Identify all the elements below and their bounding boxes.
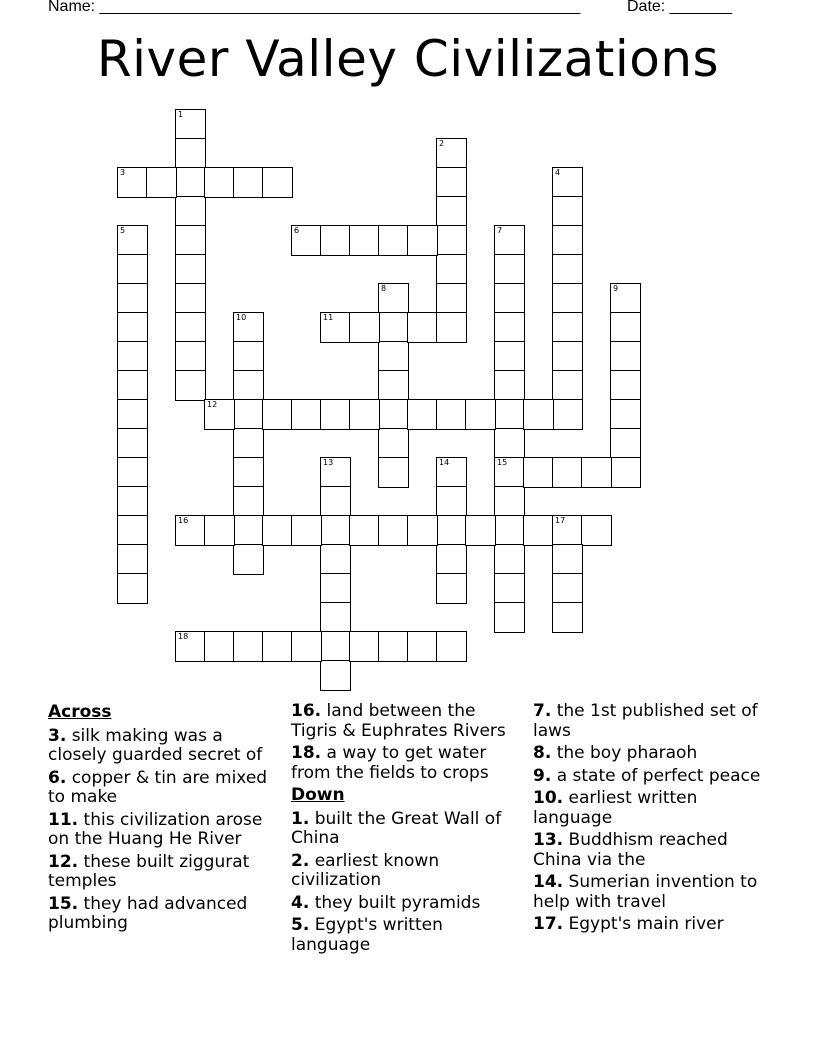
grid-cell[interactable] [117, 254, 148, 285]
grid-cell[interactable] [233, 631, 264, 662]
grid-cell[interactable] [552, 515, 583, 546]
grid-cell[interactable] [291, 515, 322, 546]
grid-cell[interactable] [494, 254, 525, 285]
grid-cell[interactable] [175, 283, 206, 314]
grid-cell[interactable] [523, 457, 554, 488]
clue-number: 16 [178, 516, 189, 525]
clue-item-text: a state of perfect peace [551, 765, 761, 786]
clue-item-text: the boy pharaoh [551, 743, 698, 763]
clue-item-text: silk making was a closely guarded secret of [48, 725, 263, 765]
clue-item-number: 12. [48, 851, 79, 872]
grid-cell[interactable] [175, 167, 206, 198]
grid-cell[interactable] [320, 602, 351, 633]
clue-item-number: 3. [48, 725, 67, 746]
grid-cell[interactable] [175, 341, 206, 372]
grid-cell[interactable] [552, 341, 583, 372]
grid-cell[interactable] [378, 225, 409, 256]
grid-cell[interactable] [494, 341, 525, 372]
grid-cell[interactable] [610, 341, 641, 372]
clue-item-text: this civilization arose on the Huang He River [48, 809, 263, 849]
grid-cell[interactable] [262, 631, 293, 662]
clue-item [533, 873, 768, 912]
grid-cell[interactable] [610, 283, 641, 314]
grid-cell[interactable] [494, 602, 525, 633]
clue-item-number: 6. [48, 767, 67, 788]
grid-cell[interactable] [552, 254, 583, 285]
clue-number: 12 [207, 400, 218, 409]
grid-cell[interactable] [436, 283, 467, 314]
grid-cell[interactable] [523, 515, 554, 546]
clue-item-number: 17. [533, 914, 564, 934]
grid-cell[interactable] [320, 631, 351, 662]
date-field-label: Date: _______ [627, 0, 732, 15]
grid-cell[interactable] [494, 457, 525, 488]
grid-cell[interactable] [175, 254, 206, 285]
grid-cell[interactable] [552, 370, 583, 401]
grid-cell[interactable] [465, 399, 496, 430]
grid-cell[interactable] [552, 196, 583, 227]
grid-cell[interactable] [117, 283, 148, 314]
clue-item-number: 1. [291, 808, 310, 829]
down-clue-list [291, 810, 526, 956]
grid-cell[interactable] [204, 167, 235, 198]
clue-item [48, 769, 283, 808]
grid-cell[interactable] [523, 399, 554, 430]
grid-cell[interactable] [552, 312, 583, 343]
clue-item-text: the 1st published set of laws [533, 701, 758, 741]
grid-cell[interactable] [349, 515, 380, 546]
clue-number: 18 [178, 632, 189, 641]
clue-number: 3 [120, 168, 126, 177]
grid-cell[interactable] [320, 573, 351, 604]
grid-cell[interactable] [175, 225, 206, 256]
grid-cell[interactable] [436, 254, 467, 285]
grid-cell[interactable] [117, 428, 148, 459]
clue-item-number: 16. [291, 701, 322, 721]
grid-cell[interactable] [233, 457, 264, 488]
grid-cell[interactable] [378, 399, 409, 430]
grid-cell[interactable] [233, 341, 264, 372]
clue-item-number: 15. [48, 893, 79, 914]
clue-item-text: they had advanced plumbing [48, 893, 248, 933]
clue-item [533, 915, 768, 935]
grid-cell[interactable] [407, 515, 438, 546]
clue-item-text: they built pyramids [309, 892, 481, 913]
grid-cell[interactable] [117, 457, 148, 488]
clue-item-text: earliest known civilization [291, 850, 440, 890]
clue-column-2 [291, 702, 526, 958]
grid-cell[interactable] [117, 486, 148, 517]
clue-number: 13 [323, 458, 334, 467]
clue-number: 15 [497, 458, 508, 467]
grid-cell[interactable] [320, 399, 351, 430]
clue-item [533, 767, 768, 787]
clue-number: 2 [439, 139, 445, 148]
grid-cell[interactable] [175, 196, 206, 227]
clue-item-text: a way to get water from the fields to crops [291, 743, 489, 783]
clue-item-number: 10. [533, 788, 564, 808]
clue-number: 14 [439, 458, 450, 467]
grid-cell[interactable] [233, 544, 264, 575]
grid-cell[interactable] [610, 312, 641, 343]
grid-cell[interactable] [436, 457, 467, 488]
clue-column-1 [48, 702, 283, 937]
grid-cell[interactable] [320, 660, 351, 691]
grid-cell[interactable] [436, 312, 467, 343]
clue-column-3 [533, 702, 768, 938]
grid-cell[interactable] [204, 515, 235, 546]
clue-item-text: Egypt's written language [291, 915, 443, 955]
grid-cell[interactable] [378, 428, 409, 459]
clue-item [291, 702, 526, 741]
grid-cell[interactable] [117, 399, 148, 430]
grid-cell[interactable] [378, 631, 409, 662]
grid-cell[interactable] [146, 167, 177, 198]
grid-cell[interactable] [117, 312, 148, 343]
clue-item-number: 5. [291, 915, 310, 935]
clue-number: 11 [323, 313, 334, 322]
grid-cell[interactable] [378, 341, 409, 372]
grid-cell[interactable] [552, 602, 583, 633]
clue-item-text: Sumerian invention to help with travel [533, 872, 758, 912]
clue-item [48, 811, 283, 850]
clue-number: 7 [497, 226, 503, 235]
clue-item-number: 7. [533, 701, 552, 721]
clue-item-number: 9. [533, 765, 552, 786]
clue-item-number: 4. [291, 892, 310, 913]
grid-cell[interactable] [349, 631, 380, 662]
grid-cell[interactable] [233, 167, 264, 198]
clue-item-number: 13. [533, 830, 564, 850]
grid-cell[interactable] [436, 486, 467, 517]
clue-number: 17 [555, 516, 566, 525]
clue-item-number: 14. [533, 872, 564, 892]
clue-item [48, 853, 283, 892]
grid-cell[interactable] [436, 167, 467, 198]
grid-cell[interactable] [494, 225, 525, 256]
grid-cell[interactable] [407, 399, 438, 430]
grid-cell[interactable] [117, 573, 148, 604]
clue-item-text: copper & tin are mixed to make [48, 767, 268, 807]
clue-item [48, 895, 283, 934]
clue-number: 4 [555, 168, 561, 177]
grid-cell[interactable] [262, 515, 293, 546]
grid-cell[interactable] [552, 225, 583, 256]
grid-cell[interactable] [436, 515, 467, 546]
grid-cell[interactable] [610, 457, 641, 488]
grid-cell[interactable] [581, 515, 612, 546]
grid-cell[interactable] [204, 399, 235, 430]
clue-number: 8 [381, 284, 387, 293]
grid-cell[interactable] [291, 399, 322, 430]
grid-cell[interactable] [581, 457, 612, 488]
grid-cell[interactable] [175, 515, 206, 546]
grid-cell[interactable] [233, 486, 264, 517]
clue-item [48, 727, 283, 766]
grid-cell[interactable] [378, 370, 409, 401]
grid-cell[interactable] [552, 167, 583, 198]
grid-cell[interactable] [407, 225, 438, 256]
grid-cell[interactable] [436, 196, 467, 227]
grid-cell[interactable] [117, 341, 148, 372]
grid-cell[interactable] [494, 370, 525, 401]
clue-item [291, 810, 526, 849]
grid-cell[interactable] [117, 225, 148, 256]
grid-cell[interactable] [436, 225, 467, 256]
grid-cell[interactable] [175, 138, 206, 169]
grid-cell[interactable] [436, 573, 467, 604]
grid-cell[interactable] [117, 167, 148, 198]
grid-cell[interactable] [117, 515, 148, 546]
grid-cell[interactable] [552, 283, 583, 314]
clue-item-text: land between the Tigris & Euphrates Rivers [291, 701, 506, 741]
grid-cell[interactable] [233, 312, 264, 343]
grid-cell[interactable] [610, 370, 641, 401]
grid-cell[interactable] [175, 631, 206, 662]
down-heading: Down [291, 785, 345, 805]
grid-cell[interactable] [552, 399, 583, 430]
grid-cell[interactable] [436, 631, 467, 662]
clue-item-text: earliest written language [533, 788, 698, 828]
grid-cell[interactable] [378, 312, 409, 343]
across-clue-list [48, 727, 283, 934]
clue-number: 10 [236, 313, 247, 322]
grid-cell[interactable] [117, 544, 148, 575]
grid-cell[interactable] [494, 544, 525, 575]
grid-cell[interactable] [117, 370, 148, 401]
grid-cell[interactable] [233, 515, 264, 546]
grid-cell[interactable] [291, 225, 322, 256]
grid-cell[interactable] [262, 399, 293, 430]
clue-item [533, 831, 768, 870]
grid-cell[interactable] [175, 312, 206, 343]
grid-cell[interactable] [349, 312, 380, 343]
grid-cell[interactable] [610, 428, 641, 459]
grid-cell[interactable] [494, 399, 525, 430]
clue-item-number: 2. [291, 850, 310, 871]
grid-cell[interactable] [552, 544, 583, 575]
clue-item-text: these built ziggurat temples [48, 851, 250, 891]
grid-cell[interactable] [494, 428, 525, 459]
grid-cell[interactable] [494, 283, 525, 314]
clue-item [291, 852, 526, 891]
page-title: River Valley Civilizations [96, 30, 720, 88]
clue-number: 6 [294, 226, 300, 235]
grid-cell[interactable] [436, 138, 467, 169]
grid-cell[interactable] [320, 312, 351, 343]
grid-cell[interactable] [320, 544, 351, 575]
grid-cell[interactable] [320, 515, 351, 546]
grid-cell[interactable] [378, 457, 409, 488]
clue-item-text: Egypt's main river [563, 914, 724, 934]
grid-cell[interactable] [610, 399, 641, 430]
grid-cell[interactable] [262, 167, 293, 198]
grid-cell[interactable] [494, 312, 525, 343]
clue-item [291, 916, 526, 955]
clue-item [291, 744, 526, 783]
clue-item-number: 18. [291, 743, 322, 763]
clue-item-number: 11. [48, 809, 79, 830]
grid-cell[interactable] [233, 428, 264, 459]
grid-cell[interactable] [320, 457, 351, 488]
clue-item [533, 702, 768, 741]
clue-number: 1 [178, 110, 184, 119]
grid-cell[interactable] [494, 515, 525, 546]
clue-item [533, 789, 768, 828]
grid-cell[interactable] [320, 225, 351, 256]
clue-number: 5 [120, 226, 126, 235]
grid-cell[interactable] [204, 631, 235, 662]
grid-cell[interactable] [349, 225, 380, 256]
grid-cell[interactable] [552, 573, 583, 604]
grid-cell[interactable] [320, 486, 351, 517]
grid-cell[interactable] [233, 399, 264, 430]
grid-cell[interactable] [378, 283, 409, 314]
grid-cell[interactable] [233, 370, 264, 401]
clue-item [533, 744, 768, 764]
clue-number: 9 [613, 284, 619, 293]
grid-cell[interactable] [436, 399, 467, 430]
grid-cell[interactable] [378, 515, 409, 546]
grid-cell[interactable] [407, 631, 438, 662]
grid-cell[interactable] [175, 109, 206, 140]
grid-cell[interactable] [436, 544, 467, 575]
grid-cell[interactable] [175, 370, 206, 401]
grid-cell[interactable] [494, 486, 525, 517]
grid-cell[interactable] [349, 399, 380, 430]
across-heading: Across [48, 702, 112, 722]
clue-item-text: Buddhism reached China via the [533, 830, 728, 870]
grid-cell[interactable] [291, 631, 322, 662]
clue-item-number: 8. [533, 743, 552, 763]
name-field-label: Name: ______________________________________________________ [48, 0, 581, 15]
clue-item [291, 894, 526, 914]
down-clue-list-continued [533, 702, 768, 935]
clue-item-text: built the Great Wall of China [291, 808, 502, 848]
grid-cell[interactable] [552, 457, 583, 488]
across-clue-list-continued [291, 702, 526, 783]
grid-cell[interactable] [407, 312, 438, 343]
grid-cell[interactable] [465, 515, 496, 546]
grid-cell[interactable] [494, 573, 525, 604]
